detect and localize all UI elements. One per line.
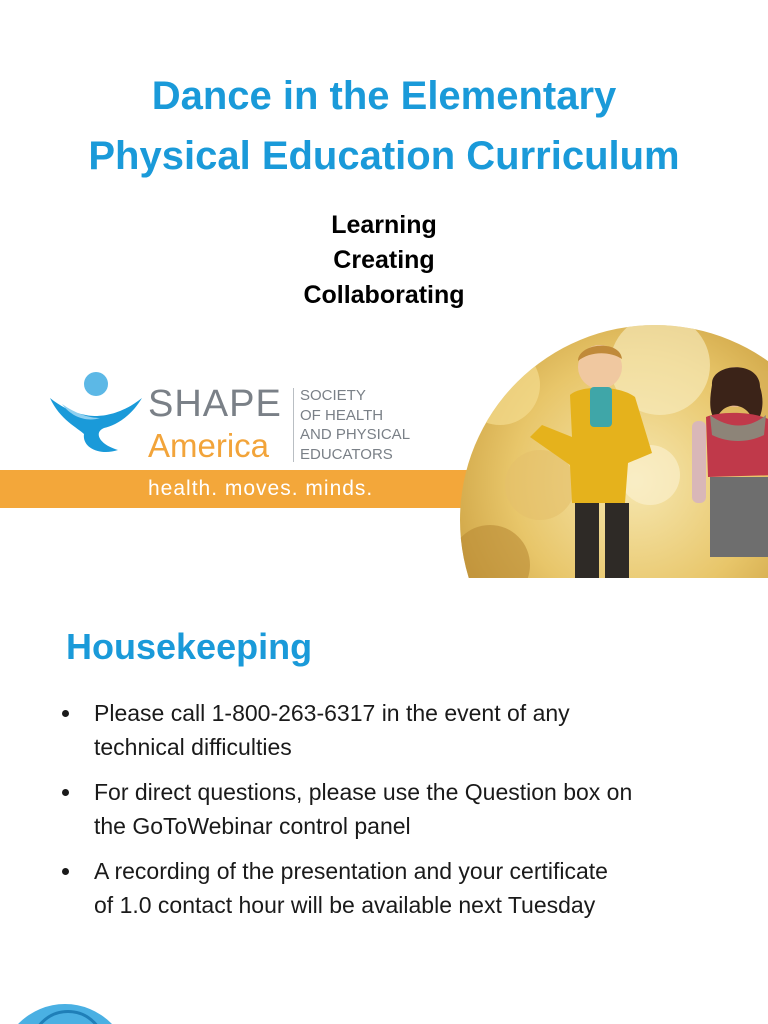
subtitle-list <box>0 208 768 313</box>
logo-america-word: America <box>148 427 270 464</box>
society-line: AND PHYSICAL <box>300 426 411 443</box>
society-line: OF HEALTH <box>300 406 384 424</box>
bullet-dot-icon <box>62 868 69 875</box>
globe-ring <box>30 1010 106 1024</box>
society-line: EDUCATORS <box>300 445 393 463</box>
bullet-line: For direct questions, please use the Question box on <box>94 779 633 805</box>
subtitle-collaborating: Collaborating <box>303 281 465 309</box>
subtitle-learning: Learning <box>331 211 437 239</box>
society-line: SOCIETY <box>300 387 366 404</box>
bullet-line: technical difficulties <box>94 734 292 760</box>
bullet-item <box>62 775 712 843</box>
bullet-line: A recording of the presentation and your certificate <box>94 858 608 884</box>
housekeeping-bullets <box>62 696 712 933</box>
children-running-photo <box>460 325 768 578</box>
bullet-line: of 1.0 contact hour will be available next Tuesday <box>94 892 596 918</box>
bullet-dot-icon <box>62 789 69 796</box>
bullet-item <box>62 854 712 922</box>
housekeeping-heading: Housekeeping <box>66 626 313 667</box>
logo-shape-word: SHAPE <box>148 383 282 425</box>
housekeeping-slide <box>0 578 768 1024</box>
slide-title <box>0 66 768 186</box>
bullet-line: Please call 1-800-263-6317 in the event of any <box>94 700 570 726</box>
title-line-2: Physical Education Curriculum <box>88 134 680 178</box>
bullet-line: the GoToWebinar control panel <box>94 813 411 839</box>
bullet-dot-icon <box>62 710 69 717</box>
tagline-text: health. moves. minds. <box>148 477 374 500</box>
title-line-1: Dance in the Elementary <box>151 74 617 118</box>
decorative-globe-icon <box>0 1004 130 1024</box>
photo-illustration <box>460 325 768 578</box>
shape-figure-icon <box>48 370 144 460</box>
subtitle-creating: Creating <box>333 246 435 274</box>
bullet-item <box>62 696 712 764</box>
logo-society-text <box>300 386 410 464</box>
logo-divider <box>293 388 294 462</box>
